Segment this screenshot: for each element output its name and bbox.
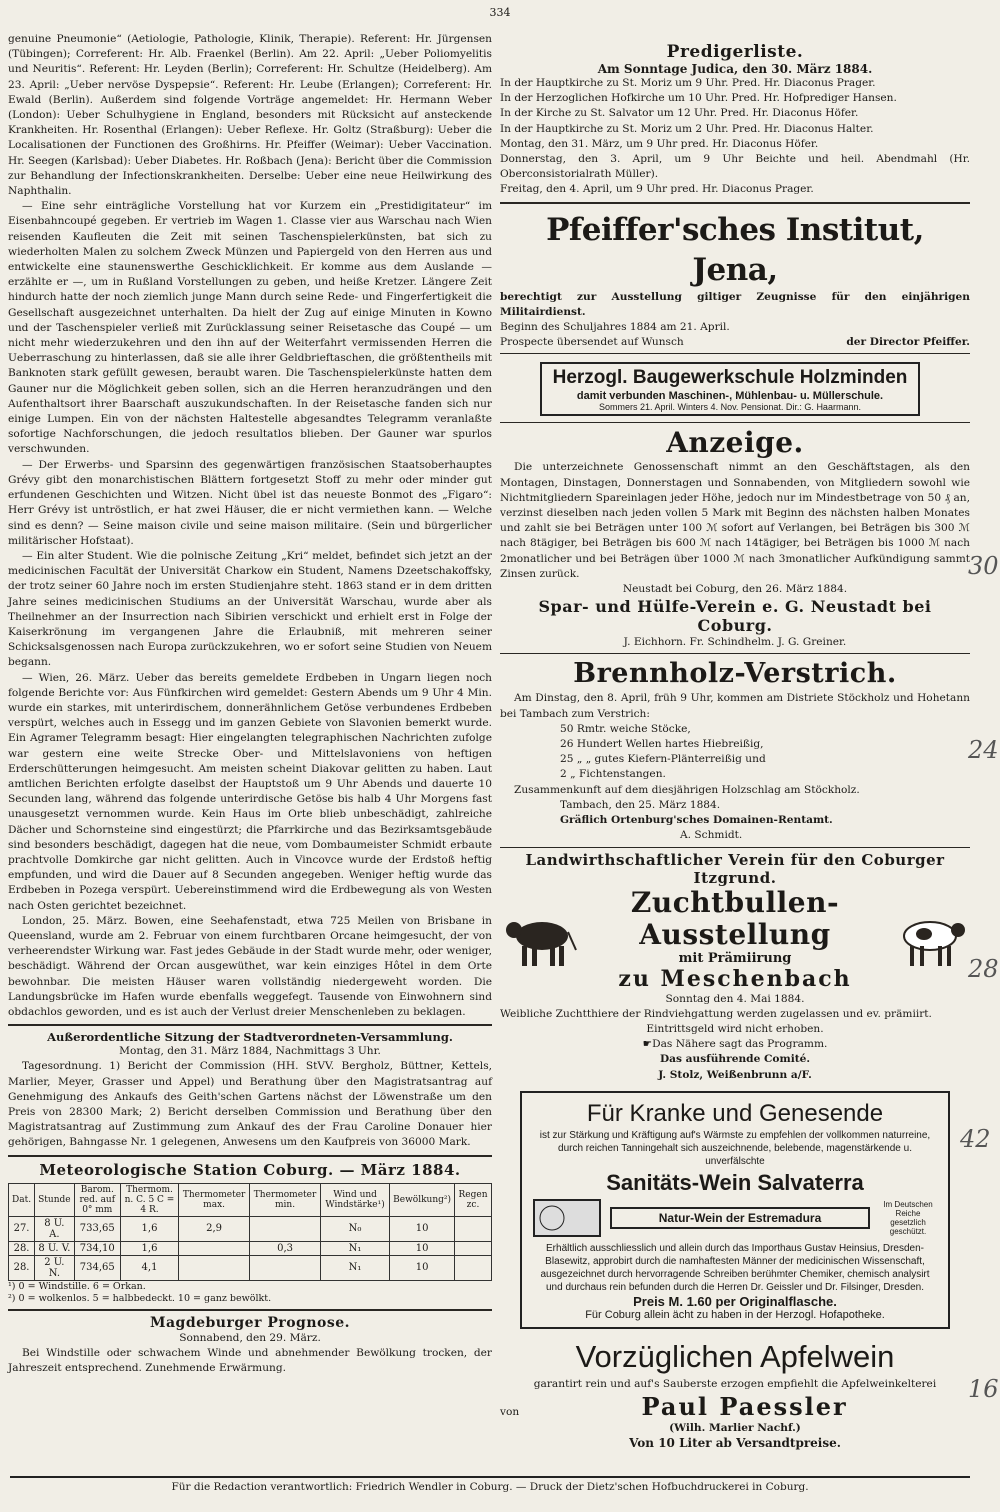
brennholz-org: Gräflich Ortenburg'sches Domainen-Rentamt. (560, 814, 833, 827)
zucht-banner (500, 887, 970, 992)
weather-cell: 2,9 (179, 1216, 250, 1241)
divider (8, 1024, 492, 1026)
col-max: Thermometer max. (179, 1183, 250, 1216)
weather-cell: 8 U. V. (35, 1241, 75, 1255)
salvaterra-text: Erhältlich ausschliesslich und allein durch das Importhaus Gustav Heinsius, Dresden-Blasewitz, approbirt durch die namhaftesten Männer der medicinischen Wissenschaft, ausgezeichnet durch hervorragende Schreiben berühmter Chemiker, chemisch analysirt und durchaus rein befunden durch die Herren Dr. Geissler und Dr. Filsinger, Dresden. (540, 1242, 930, 1293)
forecast-date: Sonnabend, den 29. März. (179, 1331, 321, 1344)
salvaterra-side: Im Deutschen Reiche gesetzlich geschützt. (883, 1199, 933, 1236)
weather-header-row (9, 1183, 492, 1216)
holzminden-line: damit verbunden Maschinen-, Mühlenbau- u. Müllerschule. (576, 390, 884, 403)
weather-cell: 733,65 (74, 1216, 120, 1241)
divider (500, 202, 970, 204)
anzeige-org: Spar- und Hülfe-Verein e. G. Neustadt bei Coburg. (538, 597, 932, 636)
kranke-text: ist zur Stärkung und Kräftigung auf's Wärmste zu empfehlen der vollkommen naturreine, durch reichen Tanningehalt sich auszeichnende, belebende, magenstärkende u. unverfälschte (539, 1129, 931, 1167)
zucht-title: Zuchtbullen-Ausstellung (630, 885, 840, 951)
anzeige-title: Anzeige. (666, 426, 804, 460)
weather-cell: 28. (9, 1241, 35, 1255)
weather-cell: 1,6 (120, 1216, 178, 1241)
grevy-story: — Der Erwerbs- und Sparsinn des gegenwärtigen französischen Staatsoberhauptes Grévy gibt den monarchistischen Blättern fortgesetzt Stoff zu mehr oder minder gut erfundenen Geschichten und Witzen. Nicht übel ist das neueste Bonmot des „Figaro“: Herr Grévy ist untröstlich, er hat zwei Häuser, die er nicht vermiethen kann. — Welche sind es denn? — Seine maison civile und seine maison militaire. (Sein und bürgerlicher militärischer Hofstaat). (8, 458, 492, 547)
weather-cell: N₁ (320, 1255, 389, 1280)
vienna-story: — Wien, 26. März. Ueber das bereits gemeldete Erdbeben in Ungarn liegen noch folgende Berichte vor: Aus Fünfkirchen wird gemeldet: Gestern Abends um 9 Uhr 4 Min. wurde ein starkes, mit unterirdischem, donnerähnlichem Getöse verbundenes Erdbeben verspürt, welches auch in Essegg und im ganzen Gebiete von Slavonien bemerkt wurde. Ein Agramer Telegramm besagt: Hier eingelangten telegraphischen Nachrichten zufolge war gestern eine weite Strecke Ober- und Mittelslavoniens von heftigen Erderschütterungen heimgesucht. Am meisten scheint Diakovar gelitten zu haben. Laut amtlichen Berichten erfolgte daselbst der Hauptstoß um 9 Uhr Abends und dauerte 10 Secunden lang, während das folgende unterirdische Getöse bis halb 4 Uhr Morgens fast unausgesetzt vernommen wurde. Kein Haus im Orte blieb unbeschädigt, zahlreiche Dächer und Schornsteine sind eingestürzt; die Pfarrkirche und das Bezirksamtsgebäude sind besonders beschädigt, dagegen hat die neue, vom Dombaumeister Schmidt erbaute prachtvolle Domkirche gar nicht gelitten. Auch in Vincovce wurde der Erdstoß heftig empfunden, und wird die Dauer auf 8 Secunden angegeben. Weniger heftig wurde das Erdbeben in Pozega verspürt. Uebereinstimmend wird die Erdbewegung als von Westen nach Osten gerichtet bezeichnet. (8, 671, 492, 912)
pfeiffer-line: berechtigt zur Ausstellung giltiger Zeugnisse für den einjährigen Militairdienst. (500, 290, 970, 318)
weather-row (9, 1255, 492, 1280)
weather-cell (455, 1241, 492, 1255)
brennholz-item: 2 „ Fichtenstangen. (560, 768, 666, 781)
holzminden-title: Herzogl. Baugewerkschule Holzminden (552, 367, 908, 389)
margin-mark: 30 (968, 552, 999, 580)
apfel-text: garantirt rein und auf's Sauberste erzogen empfiehlt die Apfelweinkelterei (533, 1377, 937, 1390)
col-clouds: Bewölkung²) (390, 1183, 455, 1216)
left-column (8, 32, 492, 1376)
weather-cell: 10 (390, 1241, 455, 1255)
zucht-text (500, 1037, 970, 1052)
divider (8, 1309, 492, 1311)
pfeiffer-footer (500, 335, 970, 350)
weather-cell: 4,1 (120, 1255, 178, 1280)
zucht-sub: zu Meschenbach (618, 965, 852, 992)
verein-title: Landwirthschaftlicher Verein für den Coburger Itzgrund. (525, 850, 945, 887)
preacher-line: Freitag, den 4. April, um 9 Uhr pred. Hr. Diaconus Prager. (500, 183, 814, 196)
zucht-text-label: Das Nähere sagt das Programm. (652, 1038, 828, 1051)
holzminden-ad (540, 362, 920, 416)
divider (500, 422, 970, 423)
salvaterra-coburg: Für Coburg allein ächt zu haben in der Herzogl. Hofapotheke. (585, 1308, 885, 1321)
salvaterra-title: Sanitäts-Wein Salvaterra (606, 1169, 864, 1195)
student-story: — Ein alter Student. Wie die polnische Zeitung „Kri“ meldet, befindet sich jetzt an der medicinischen Facultät der Universität Charkow ein Student, Namens Dzeetschakoffsky, der trotz seiner 60 Jahre noch im ersten Studienjahre steht. 1863 stand er in dem dritten Jahre seines medicinischen Studiums an der Universität Warschau, wurde aber als Theilnehmer an der Insurrection nach Sibirien verschickt und erhielt erst in Folge der Kaiserkrönung im vergangenen Jahre die Erlaubniß, mit mehreren seiner Schicksalsgenossen nach Europa zurückzukehren, wo er sofort seine Studien von Neuem begann. (8, 549, 492, 669)
pfeiffer-title: Pfeiffer'sches Institut, Jena, (546, 211, 924, 288)
holzminden-line: Sommers 21. April. Winters 4. Nov. Pensionat. Dir.: G. Haarmann. (599, 402, 861, 413)
col-date: Dat. (9, 1183, 35, 1216)
anzeige-text: Die unterzeichnete Genossenschaft nimmt an den Geschäftstagen, als den Montagen, Dinstagen, Donnerstagen und Sonnabenden, von Mitgliedern sowohl wie Nichtmitgliedern Spareinlagen jeder Höhe, jedoch nur im Mindestbetrage von 50 ₰ an, verzinst dieselben nach jeden vollen 5 Mark mit Beginn des nächsten halben Monates und zahlt sie bei Beträgen unter 100 ℳ sofort auf Verlangen, bei Beträgen bis 300 ℳ nach 8tägiger, bei Beträgen bis 600 ℳ nach 14tägiger, bei Beträgen bis 1000 ℳ nach 2monatlicher und bei Beträgen über 1000 ℳ nach 3monatlicher Aufkündigung sammt Zinsen zurück. (500, 461, 970, 580)
apfel-name-row (500, 1392, 970, 1421)
zucht-sub: mit Prämiirung (678, 950, 792, 966)
brennholz-sign: A. Schmidt. (680, 829, 743, 842)
kranke-title: Für Kranke und Genesende (586, 1099, 884, 1127)
col-hour: Stunde (35, 1183, 75, 1216)
weather-cell: 27. (9, 1216, 35, 1241)
apfel-place: (Wilh. Marlier Nachf.) (669, 1421, 801, 1434)
salvaterra-ad (520, 1091, 950, 1329)
weather-cell: 28. (9, 1255, 35, 1280)
council-text: Tagesordnung. 1) Bericht der Commission (HH. StVV. Bergholz, Büttner, Kettels, Marlier, Meyer, Grasser und Appel) und Berathung über den Magistratsantrag auf Genehmigung des Ankaufs des Geith'schen Gartens nächst der Löwenstraße um den Preis von 28300 Mark; 2) Bericht derselben Commission und Berathung über den Magistratsantrag auf Zustimmung zum Ankauf des der Frau Caroline Donauer hier gehörigen, Bahngasse Nr. 1 gelegenen, Anwesens um den Kaufpreis von 36000 Mark. (8, 1060, 492, 1149)
divider (500, 353, 970, 354)
weather-cell (179, 1241, 250, 1255)
weather-cell: 0,3 (250, 1241, 321, 1255)
cow-icon (890, 908, 970, 970)
margin-mark: 42 (960, 1125, 991, 1153)
brennholz-item: 50 Rmtr. weiche Stöcke, (560, 722, 691, 735)
weather-cell: 734,65 (74, 1255, 120, 1280)
divider (8, 1155, 492, 1157)
weather-cell: 10 (390, 1255, 455, 1280)
wine-label-icon (532, 1198, 602, 1238)
weather-cell (455, 1216, 492, 1241)
margin-mark: 16 (968, 1375, 999, 1403)
apfel-von: von (500, 1405, 520, 1418)
margin-mark: 24 (968, 736, 999, 764)
footer-imprint: Für die Redaction verantwortlich: Friedrich Wendler in Coburg. — Druck der Dietz'schen Hofbuchdruckerei in Coburg. (10, 1476, 970, 1493)
apfel-name: Paul Paessler (641, 1391, 848, 1421)
divider (500, 847, 970, 848)
weather-row (9, 1241, 492, 1255)
brennholz-list (500, 722, 970, 783)
preacher-subtitle: Am Sonntage Judica, den 30. März 1884. (597, 62, 873, 76)
zucht-text: Weibliche Zuchtthiere der Rindviehgattung werden zugelassen und ev. prämiirt. (500, 1007, 932, 1020)
apfel-title: Vorzüglichen Apfelwein (575, 1338, 895, 1374)
brennholz-meet: Zusammenkunft auf dem diesjährigen Holzschlag am Stöckholz. (514, 783, 860, 796)
salvaterra-price: Preis M. 1.60 per Originalflasche. (633, 1293, 837, 1309)
congress-paragraph: genuine Pneumonie“ (Aetiologie, Pathologie, Klinik, Therapie). Referent: Hr. Jürgensen (Tübingen); Correferent: Hr. Alb. Fraenkel (Berlin). Am 22. April: „Ueber Poliomyelitis und Neuritis“. Referent: Hr. Leyden (Berlin); Correferent: Hr. Schultze (Heidelberg). Am 23. April: „Ueber nervöse Dyspepsie“. Referent: Hr. Leube (Erlangen); Correferent: Hr. Ewald (Berlin). Außerdem sind folgende Vorträge angemeldet: Hr. Hermann Weber (London): Ueber Schulhygiene in England, besonders mit Rücksicht auf ansteckende Krankheiten. Hr. Rosenthal (Erlangen): Ueber Reflexe. Hr. Goltz (Straßburg): Ueber die Localisationen der Functionen des Großhirns. Hr. Pfeiffer (Weimar): Ueber Vaccination. Hr. Seegen (Karlsbad): Ueber Diabetes. Hr. Roßbach (Jena): Bericht über die Commission zur Behandlung der Infectionskrankheiten. Derselbe: Ueber eine neue Heilwirkung des Naphthalin. (8, 33, 492, 198)
brennholz-item: 26 Hundert Wellen hartes Hiebreißig, (560, 738, 764, 751)
brennholz-text: Am Dinstag, den 8. April, früh 9 Uhr, kommen am Distriete Stöckholz und Hohetann bei Tambach zum Verstrich: (500, 692, 970, 720)
weather-cell (455, 1255, 492, 1280)
margin-mark: 28 (968, 955, 999, 983)
forecast-title: Magdeburger Prognose. (149, 1314, 351, 1331)
preacher-list (500, 76, 970, 198)
pfeiffer-line: Beginn des Schuljahres 1884 am 21. April. (500, 321, 730, 334)
salvaterra-badge: Natur-Wein der Estremadura (610, 1207, 870, 1229)
anzeige-place: Neustadt bei Coburg, den 26. März 1884. (622, 583, 848, 596)
brennholz-title: Brennholz-Verstrich. (573, 658, 897, 690)
zucht-text: Das ausführende Comité. (659, 1053, 811, 1066)
weather-cell: 1,6 (120, 1241, 178, 1255)
brennholz-date: Tambach, den 25. März 1884. (560, 798, 721, 811)
anzeige-names: J. Eichhorn. Fr. Schindhelm. J. G. Greiner. (623, 636, 847, 649)
bull-icon (500, 908, 580, 970)
met-note: ¹) 0 = Windstille. 6 = Orkan. (8, 1280, 146, 1292)
zucht-text: Eintrittsgeld wird nicht erhoben. (646, 1022, 824, 1035)
zucht-headline (580, 887, 890, 992)
col-rain: Regen zc. (455, 1183, 492, 1216)
weather-table-body (9, 1216, 492, 1280)
weather-cell: N₀ (320, 1216, 389, 1241)
zucht-sign: J. Stolz, Weißenbrunn a/F. (658, 1068, 812, 1081)
weather-cell: 734,10 (74, 1241, 120, 1255)
weather-cell (250, 1216, 321, 1241)
col-min: Thermometer min. (250, 1183, 321, 1216)
weather-row (9, 1216, 492, 1241)
london-story: London, 25. März. Bowen, eine Seehafenstadt, etwa 725 Meilen von Brisbane in Queensland, wurde am 2. Februar von einem furchtbaren Orcane heimgesucht, der von verheerendster Wirkung war. Fast jedes Gebäude in der Stadt wurde mehr, oder weniger, beschädigt. Während der Orcan ausgewüthet, war kein einziges Hôtel in dem Orte bewohnbar. Die meisten Häuser waren vollständig niedergeweht worden. Die Landungsbrücke im Hafen wurde ebenfalls weggefegt. Tausende von Einwohnern sind obdachlos geworden, und es ist auch der Verlust dreier Menschenleben zu beklagen. (8, 914, 492, 1018)
preacher-line: Donnerstag, den 3. April, um 9 Uhr Beichte und heil. Abendmahl (Hr. Oberconsistorialrath Müller). (500, 153, 970, 181)
col-thermometer: Thermom. n. C. 5 C = 4 R. (120, 1183, 178, 1216)
preacher-line: In der Hauptkirche zu St. Moriz um 2 Uhr. Pred. Hr. Diaconus Halter. (500, 122, 874, 135)
weather-cell: 8 U. A. (35, 1216, 75, 1241)
forecast-text: Bei Windstille oder schwachem Winde und abnehmender Bewölkung trocken, der Jahreszeit entsprechend. Zunehmende Erwärmung. (8, 1346, 492, 1375)
preacher-line: In der Kirche zu St. Salvator um 12 Uhr. Pred. Hr. Diaconus Höfer. (500, 107, 859, 120)
col-wind: Wind und Windstärke¹) (320, 1183, 389, 1216)
brennholz-item: 25 „ „ gutes Kiefern-Plänterreißig und (560, 753, 766, 766)
weather-cell: 10 (390, 1216, 455, 1241)
right-column (500, 32, 970, 1451)
salvaterra-badge-row (532, 1198, 938, 1238)
page-number: 334 (489, 6, 511, 19)
divider (500, 653, 970, 654)
preacher-line: In der Herzoglichen Hofkirche um 10 Uhr. Pred. Hr. Hofprediger Hansen. (500, 92, 897, 105)
pfeiffer-sign: der Director Pfeiffer. (846, 336, 970, 349)
council-date: Montag, den 31. März 1884, Nachmittags 3 Uhr. (119, 1045, 381, 1058)
preacher-line: Montag, den 31. März, um 9 Uhr pred. Hr. Diaconus Höfer. (500, 137, 819, 150)
pfeiffer-line: Prospecte übersendet auf Wunsch (500, 336, 684, 349)
weather-cell (250, 1255, 321, 1280)
col-barometer: Barom. red. auf 0° mm (74, 1183, 120, 1216)
council-title: Außerordentliche Sitzung der Stadtverordneten-Versammlung. (47, 1030, 453, 1045)
weather-cell (179, 1255, 250, 1280)
apfel-min: Von 10 Liter ab Versandtpreise. (629, 1436, 841, 1451)
weather-cell: N₁ (320, 1241, 389, 1255)
pointing-hand-icon: ☛ (642, 1038, 653, 1051)
weather-cell: 2 U. N. (35, 1255, 75, 1280)
weather-table (8, 1183, 492, 1281)
met-title: Meteorologische Station Coburg. — März 1884. (39, 1160, 461, 1179)
preacher-line: In der Hauptkirche zu St. Moriz um 9 Uhr. Pred. Hr. Diaconus Prager. (500, 77, 876, 89)
zucht-date: Sonntag den 4. Mai 1884. (665, 992, 805, 1005)
met-note: ²) 0 = wolkenlos. 5 = halbbedeckt. 10 = ganz bewölkt. (8, 1292, 272, 1304)
thief-story: — Eine sehr einträgliche Vorstellung hat vor Kurzem ein „Prestidigitateur“ im Eisenbahncoupé gegeben. Er vertrieb im Wagen 1. Classe vier aus Warschau nach Wien reisenden Kaufleuten die Zeit mit seinen Taschenspielerkünsten, bat sich zu wiederholten Malen zu solchem Zweck Münzen und Papiergeld von den Herren aus und entwickelte eine staunenswerthe Geschicklichkeit. Er komme aus dem Auslande — erzählte er —, um in Rußland Vorstellungen zu geben, und heiße Kretzer. Längere Zeit hindurch hatte der noch ziemlich junge Mann durch seine Rede- und Fingerfertigkeit die Gesellschaft ausgezeichnet unterhalten. Da hielt der Zug auf einige Minuten in Kowno und der Taschenspieler verließ mit Zurücklassung seiner Reisetasche das Coupé — um nicht mehr wiederzukehren und den ihn auf der Weiterfahrt vermissenden Herren die Ueberraschung zu hinterlassen, daß sie alle ihrer Geldbrieftaschen, die größtentheils mit Banknoten stark gefüllt gewesen, beraubt waren. Die Taschenspielerkünste hatten dem Gauner nur die Möglichkeit geben sollen, sich an die Herren heranzudrängen und den Aufenthaltsort ihrer Baarschaft auszukundschaften. In der Reisetasche fanden sich nur einige Lumpen. Ein von der nächsten Haltestelle abgesandtes Telegramm veranlaßte sofortige Nachforschungen, die jedoch resultatlos blieben. Der Gauner war spurlos verschwunden. (8, 200, 492, 456)
preacher-title: Predigerliste. (666, 42, 804, 62)
